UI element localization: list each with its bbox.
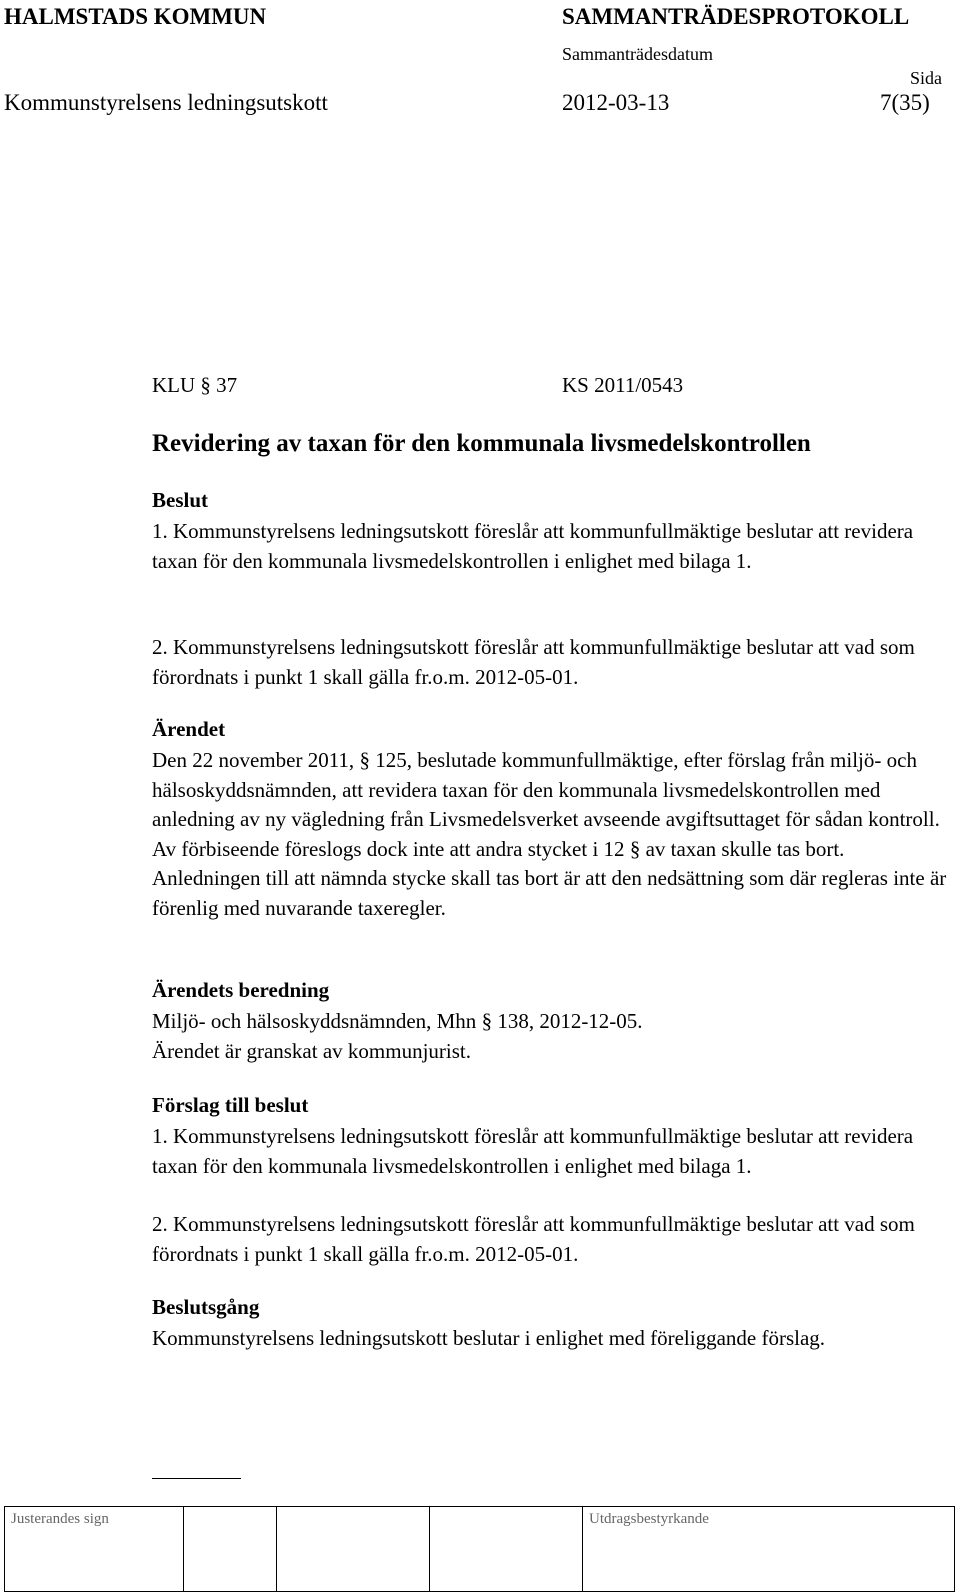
beslut-heading: Beslut: [152, 488, 209, 512]
meeting-date: 2012-03-13: [562, 90, 670, 115]
case-title: Revidering av taxan för den kommunala livsmedelskontrollen: [152, 430, 811, 457]
beredning-line2: Ärendet är granskat av kommunjurist.: [152, 1038, 471, 1063]
beslutsgang-heading: Beslutsgång: [152, 1295, 260, 1319]
case-klu: [152, 370, 237, 400]
justerandes-sign-cell: [5, 1507, 184, 1592]
arendet-heading: Ärendet: [152, 717, 226, 741]
committee-name: Kommunstyrelsens ledningsutskott: [4, 90, 328, 115]
beredning-line1-b: 138, 2012-12-05.: [497, 1009, 643, 1033]
document-type: SAMMANTRÄDESPROTOKOLL: [562, 4, 910, 29]
page-label: Sida: [910, 68, 943, 88]
klu-label: KLU: [152, 373, 196, 397]
section-sign-icon: §: [629, 836, 641, 861]
arendet-text: [152, 746, 952, 923]
signature-cell-2: [277, 1507, 430, 1592]
section-sign-icon: §: [481, 1009, 493, 1033]
case-reference: KS 2011/0543: [562, 373, 684, 397]
forslag-item-2: 2. Kommunstyrelsens ledningsutskott föreslår att kommunfullmäktige beslutar att vad som förordnats i punkt 1 skall gälla fr.o.m. 2012-05-01.: [152, 1212, 915, 1266]
justerandes-sign-label: Justerandes sign: [11, 1511, 109, 1527]
signature-cell-3: [430, 1507, 583, 1592]
section-sign-icon: §: [359, 748, 370, 772]
section-sign-icon: §: [200, 373, 211, 397]
org-name: HALMSTADS KOMMUN: [4, 4, 267, 29]
signature-cell-1: [184, 1507, 277, 1592]
beslut-item-2: 2. Kommunstyrelsens ledningsutskott föreslår att kommunfullmäktige beslutar att vad som förordnats i punkt 1 skall gälla fr.o.m. 2012-05-01.: [152, 635, 915, 689]
klu-number: 37: [216, 373, 238, 397]
beredning-text: [152, 1007, 952, 1066]
signature-table: [4, 1506, 955, 1592]
utdragsbestyrkande-label: Utdragsbestyrkande: [589, 1511, 709, 1527]
arendet-text-a: Den 22 november 2011,: [152, 748, 355, 772]
end-rule: [152, 1478, 241, 1479]
arendet-text-b: 125, beslutade kommunfullmäktige, efter förslag från miljö- och hälsoskyddsnämnden, att revidera taxan för den kommunala livsmedelskontrollen med anledning av ny vägledning från Livsmedelsverket avseende avgiftsuttaget för sådan kontroll. Av förbiseende föreslogs dock inte att andra stycket i 12: [152, 748, 940, 861]
page-number: 7(35): [880, 90, 930, 115]
beredning-heading: Ärendets beredning: [152, 978, 330, 1002]
beslut-item-1: 1. Kommunstyrelsens ledningsutskott föreslår att kommunfullmäktige beslutar att revidera taxan för den kommunala livsmedelskontrollen i enlighet med bilaga 1.: [152, 519, 914, 573]
utdragsbestyrkande-cell: [583, 1507, 955, 1592]
beslutsgang-text: Kommunstyrelsens ledningsutskott beslutar i enlighet med föreliggande förslag.: [152, 1326, 826, 1350]
forslag-heading: Förslag till beslut: [152, 1093, 309, 1117]
forslag-item-1: 1. Kommunstyrelsens ledningsutskott föreslår att kommunfullmäktige beslutar att revidera taxan för den kommunala livsmedelskontrollen i enlighet med bilaga 1.: [152, 1124, 914, 1178]
date-label: Sammanträdesdatum: [562, 44, 713, 64]
beredning-line1-a: Miljö- och hälsoskyddsnämnden, Mhn: [152, 1009, 477, 1033]
arendet-text-c: av taxan skulle tas bort. Anledningen till att nämnda stycke skall tas bort är att den nedsättning som där regleras inte är förenlig med nuvarande taxeregler.: [152, 836, 947, 920]
